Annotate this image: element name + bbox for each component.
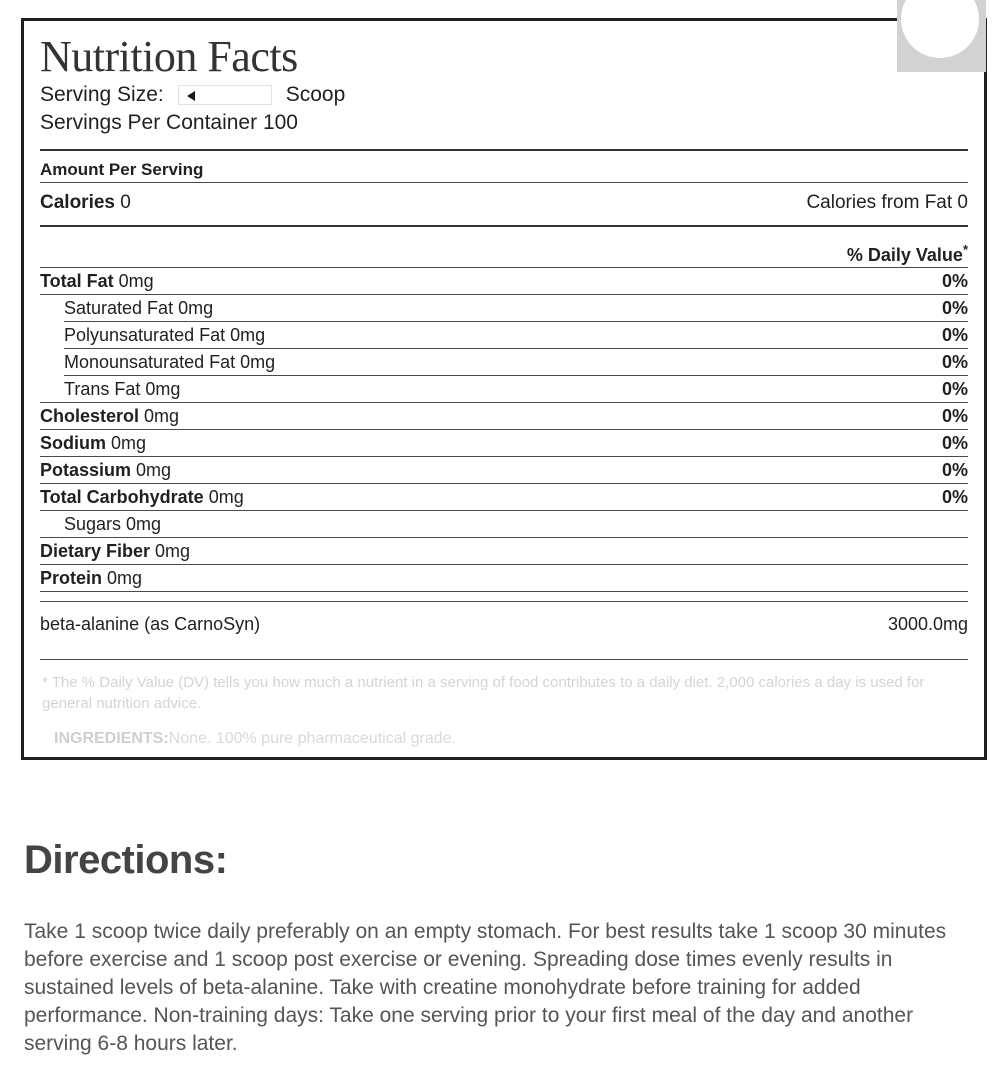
nutrient-daily-value: 0% — [941, 406, 968, 426]
nutrient-row — [40, 430, 968, 456]
ingredients-heading: INGREDIENTS: — [54, 730, 169, 747]
nutrient-row — [40, 403, 968, 429]
nutrient-name: Sugars 0mg — [64, 514, 162, 534]
spacer — [40, 227, 968, 243]
directions-body: Take 1 scoop twice daily preferably on an empty stomach. For best results take 1 scoop 30 minutes before exercise and 1 scoop post exercise or evening. Spreading dose times evenly results in sustained levels of beta-alanine. Take with creatine monohydrate before training for added performance. Non-training days: Take one serving prior to your first meal of the day and another serving 6-8 hours later. — [24, 920, 947, 1055]
daily-value-text: % Daily Value — [846, 245, 963, 265]
nutrient-name: Polyunsaturated Fat 0mg — [64, 325, 266, 345]
spacer — [40, 602, 968, 611]
divider-above-footnote — [40, 659, 968, 660]
calories-from-fat: Calories from Fat 0 — [806, 192, 968, 213]
spacer — [40, 151, 968, 158]
page-title: Nutrition Facts — [40, 32, 298, 81]
nutrient-name: Cholesterol 0mg — [40, 406, 180, 426]
footnote-text: The % Daily Value (DV) tells you how much a nutrient in a serving of food contributes to a daily diet. 2,000 calories a day is used for general nutrition advice. — [42, 674, 925, 712]
nutrient-name: Dietary Fiber 0mg — [40, 541, 191, 561]
nutrient-name: Potassium 0mg — [40, 460, 172, 480]
daily-value-header — [40, 243, 968, 267]
nutrient-row — [40, 295, 968, 321]
nutrient-name: Sodium 0mg — [40, 433, 147, 453]
nutrient-row — [40, 457, 968, 483]
serving-size-unit: Scoop — [285, 83, 346, 106]
serving-size-input[interactable] — [178, 85, 272, 105]
nutrient-daily-value: 0% — [941, 460, 968, 480]
daily-value-asterisk: * — [962, 242, 968, 257]
spacer — [40, 183, 968, 190]
nutrient-daily-value: 0% — [941, 433, 968, 453]
ingredients-line — [40, 728, 968, 750]
nutrient-row — [40, 322, 968, 348]
nutrient-row — [40, 349, 968, 375]
nutrient-row — [40, 484, 968, 510]
nutrient-table — [40, 268, 968, 592]
calories-row — [40, 190, 968, 216]
nutrient-row — [40, 511, 968, 537]
calories-value: 0 — [120, 192, 131, 213]
serving-size-label: Serving Size: — [40, 83, 164, 106]
nutrient-daily-value: 0% — [941, 325, 968, 345]
supplement-row — [40, 611, 968, 637]
footnote-asterisk: * — [42, 674, 48, 691]
nutrition-facts-panel — [21, 18, 987, 760]
nutrient-name: Trans Fat 0mg — [64, 379, 181, 399]
daily-value-footnote — [40, 672, 968, 714]
nutrient-daily-value: 0% — [941, 298, 968, 318]
nutrient-daily-value: 0% — [941, 352, 968, 372]
calories-label: Calories — [40, 192, 115, 213]
nutrient-daily-value: 0% — [941, 487, 968, 507]
amount-per-serving-label: Amount Per Serving — [40, 160, 204, 179]
directions-heading: Directions: — [24, 838, 228, 882]
serving-size-row — [40, 81, 968, 109]
spacer — [40, 592, 968, 601]
ingredients-text: None. 100% pure pharmaceutical grade. — [168, 730, 456, 747]
servings-per-container: Servings Per Container 100 — [40, 111, 298, 134]
spacer — [40, 637, 968, 659]
nutrient-row — [40, 376, 968, 402]
nutrient-daily-value: 0% — [941, 379, 968, 399]
supplement-amount: 3000.0mg — [887, 614, 968, 634]
spacer — [40, 216, 968, 225]
nutrient-name: Total Carbohydrate 0mg — [40, 487, 244, 507]
nutrient-name: Total Fat 0mg — [40, 271, 154, 291]
supplement-name: beta-alanine (as CarnoSyn) — [40, 614, 261, 634]
spacer — [40, 137, 968, 149]
nutrient-row — [40, 538, 968, 564]
calories-left — [40, 190, 131, 216]
nutrient-name: Monounsaturated Fat 0mg — [64, 352, 276, 372]
broken-image-icon — [187, 91, 195, 101]
nutrient-name: Saturated Fat 0mg — [64, 298, 214, 318]
nutrient-row — [40, 565, 968, 591]
nutrient-daily-value: 0% — [941, 271, 968, 291]
nutrient-name: Protein 0mg — [40, 568, 143, 588]
nutrient-row — [40, 268, 968, 294]
